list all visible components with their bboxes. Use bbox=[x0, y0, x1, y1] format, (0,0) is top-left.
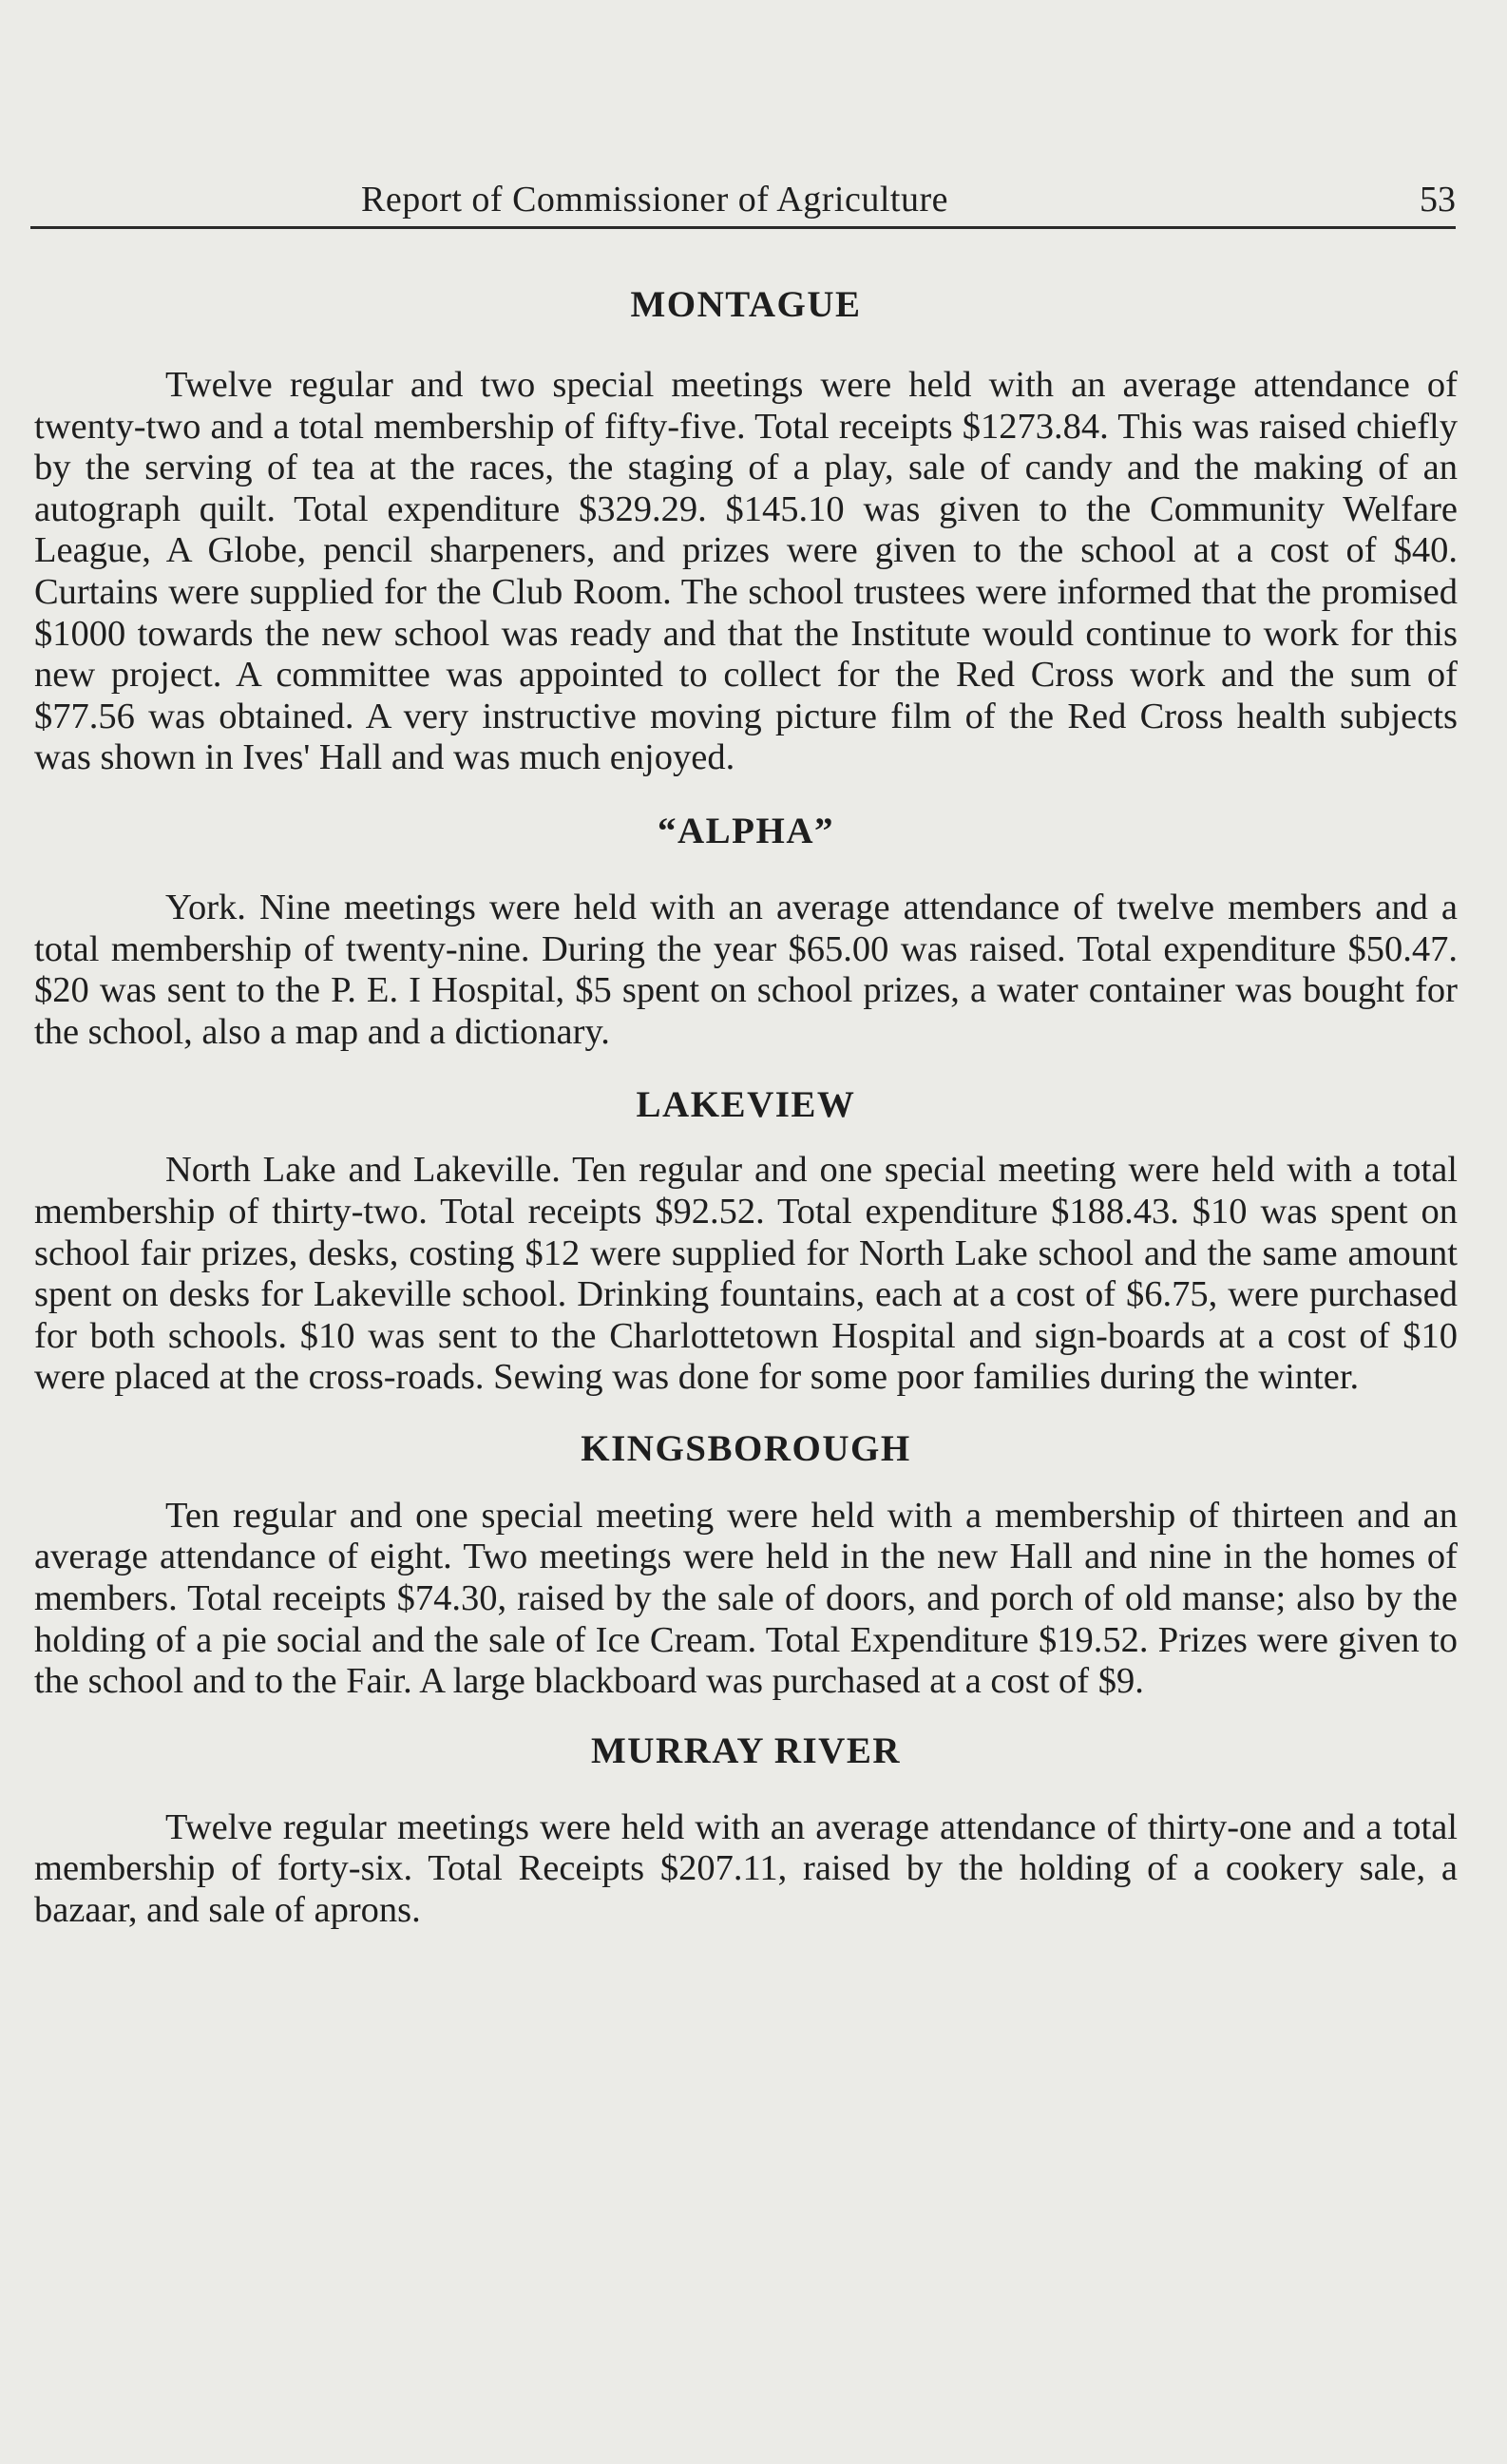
page-number: 53 bbox=[1420, 180, 1456, 220]
section-heading-montague: MONTAGUE bbox=[630, 284, 862, 325]
section-text-lakeview: North Lake and Lakeville. Ten regular and one special meeting were held with a total membership of thirty-two. Total receipts $92.52. Total expenditure $188.43. $10 was spent on school fair prizes, desks, costing $12 were supplied for North Lake school and the same amount spent on desks for Lakeville school. Drinking fountains, each at a cost of $6.75, were purchased for both schools. $10 was sent to the Charlottetown Hospital and sign-boards at a cost of $10 were placed at the cross-roads. Sewing was done for some poor families during the winter. bbox=[34, 1150, 1458, 1398]
running-title: Report of Commissioner of Agriculture bbox=[361, 180, 948, 220]
section-text-kingsborough: Ten regular and one special meeting were held with a membership of thirteen and an average attendance of eight. Two meetings were held in the new Hall and nine in the homes of members. Total receipts $74.30, raised by the sale of doors, and porch of old manse; also by the holding of a pie social and the sale of Ice Cream. Total Expenditure $19.52. Prizes were given to the school and to the Fair. A large blackboard was purchased at a cost of $9. bbox=[34, 1495, 1458, 1702]
running-header bbox=[30, 179, 1456, 229]
page-body bbox=[34, 283, 1458, 1932]
section-heading-kingsborough: KINGSBOROUGH bbox=[581, 1427, 911, 1469]
section-text-montague: Twelve regular and two special meetings were held with an average attendance of twenty-two and a total membership of fifty-five. Total receipts $1273.84. This was raised chiefly by the serving of tea at the races, the staging of a play, sale of candy and the making of an autograph quilt. Total expenditure $329.29. $145.10 was given to the Community Welfare League, A Globe, pencil sharpeners, and prizes were given to the school at a cost of $40. Curtains were supplied for the Club Room. The school trustees were informed that the promised $1000 towards the new school was ready and that the Institute would continue to work for this new project. A committee was appointed to collect for the Red Cross work and the sum of $77.56 was obtained. A very instructive moving picture film of the Red Cross health subjects was shown in Ives' Hall and was much enjoyed. bbox=[34, 365, 1458, 778]
section-text-murray-river: Twelve regular meetings were held with an average attendance of thirty-one and a total membership of forty-six. Total Receipts $207.11, raised by the holding of a cookery sale, a bazaar, and sale of aprons. bbox=[34, 1806, 1458, 1931]
section-heading-alpha: “ALPHA” bbox=[658, 810, 834, 851]
section-text-alpha: York. Nine meetings were held with an average attendance of twelve members and a total membership of twenty-nine. During the year $65.00 was raised. Total expenditure $50.47. $20 was sent to the P. E. I Hospital, $5 spent on school prizes, a water container was bought for the school, also a map and a dictionary. bbox=[34, 887, 1458, 1052]
section-heading-lakeview: LAKEVIEW bbox=[636, 1084, 856, 1126]
section-heading-murray-river: MURRAY RIVER bbox=[590, 1729, 902, 1771]
